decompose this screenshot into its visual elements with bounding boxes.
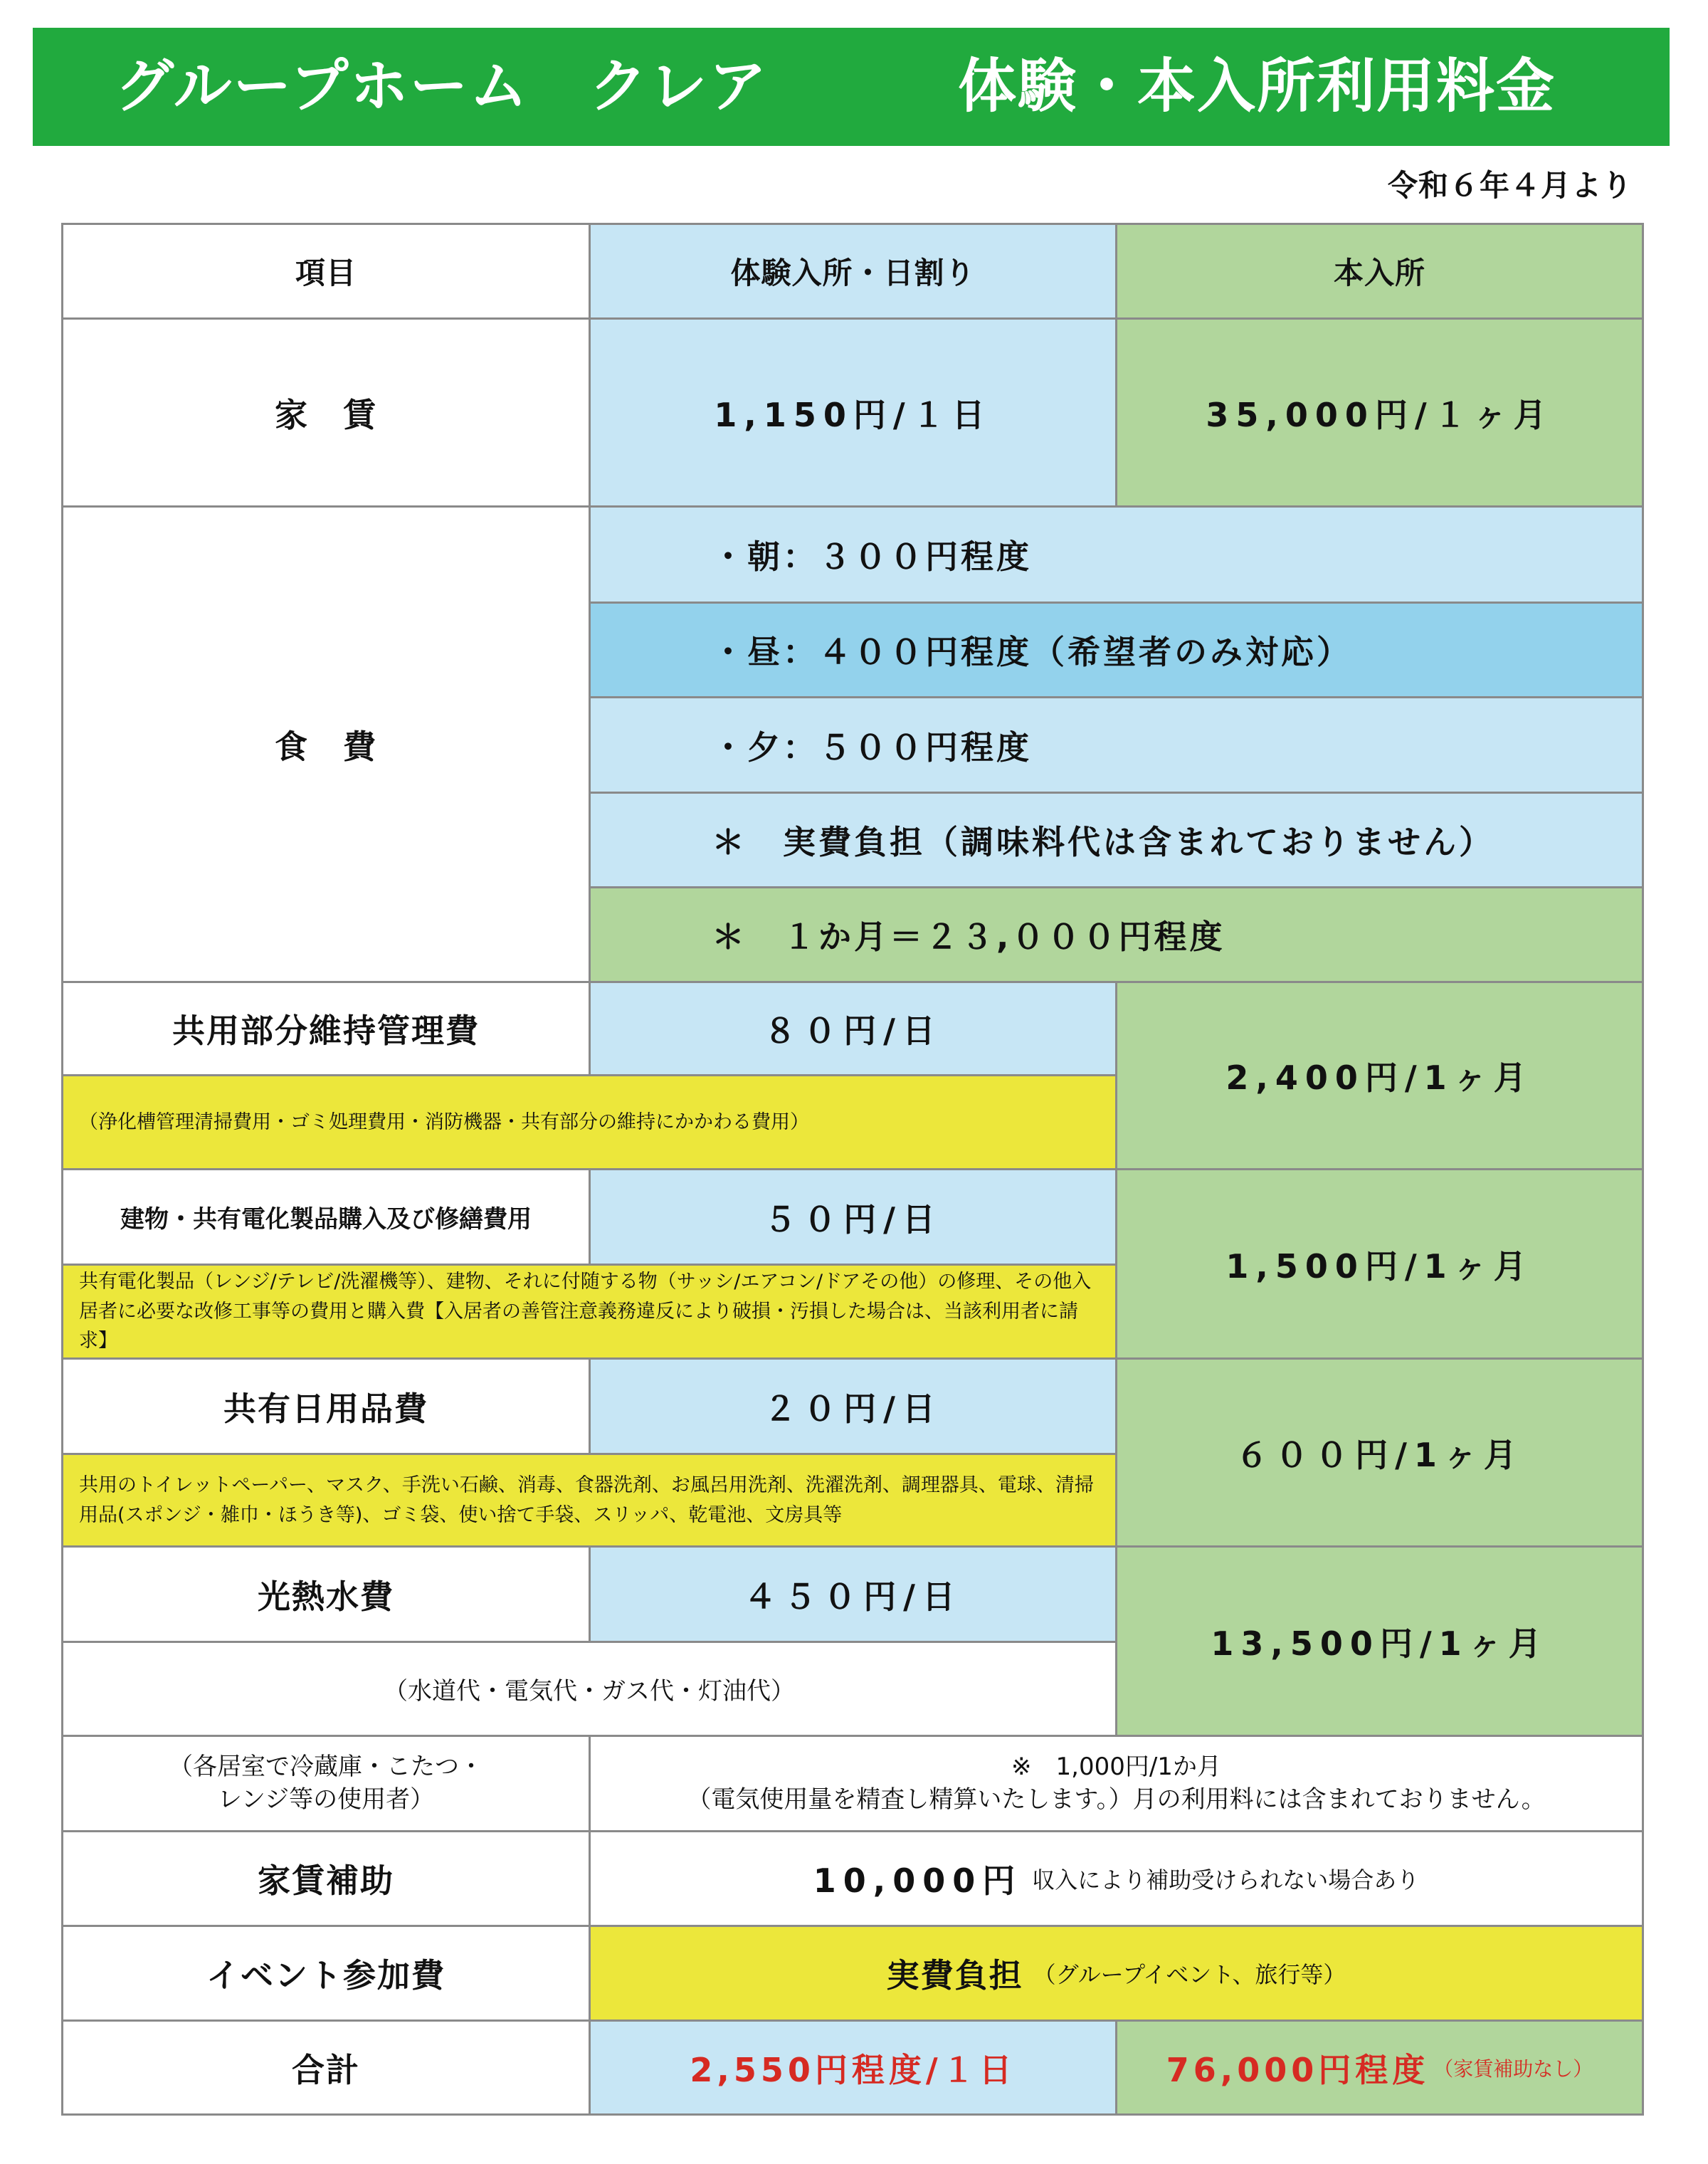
rent-trial (589, 317, 1117, 508)
total-label (61, 2019, 591, 2116)
event-fee-value-text: 実費負担 (886, 1956, 1023, 1995)
common-maintenance-note (61, 1074, 1117, 1170)
food-label-text: 食 費 (275, 727, 377, 766)
building-repair-label (61, 1168, 591, 1266)
total-full-value: 76,000円程度 (1166, 2050, 1430, 2089)
utilities-note-text: （水道代・電気代・ガス代・灯油代） (384, 1677, 795, 1706)
utilities-label-text: 光熱水費 (258, 1577, 394, 1616)
utilities-full-value: 13,500円/1ヶ月 (1211, 1624, 1549, 1663)
rent-subsidy-note: 収入により補助受けられない場合あり (1032, 1866, 1420, 1894)
food-lunch (589, 602, 1644, 698)
appliance-users-label-line2: レンジ等の使用者） (217, 1785, 435, 1814)
title-banner (33, 28, 1670, 146)
food-breakfast (589, 505, 1644, 604)
dinner-text: ・夕：５００円程度 (712, 728, 1032, 767)
food-actual-cost (589, 792, 1644, 888)
building-repair-note (61, 1264, 1117, 1360)
utilities-trial (589, 1545, 1117, 1643)
common-maintenance-label-text: 共用部分維持管理費 (172, 1012, 480, 1050)
building-repair-trial (589, 1168, 1117, 1266)
monthly-food-text: ＊ １か月＝２３,０００円程度 (712, 918, 1225, 956)
column-header-trial (589, 223, 1117, 320)
daily-goods-label-text: 共有日用品費 (223, 1389, 428, 1428)
food-dinner (589, 696, 1644, 794)
facility-name: グループホーム クレア (115, 53, 769, 120)
common-maintenance-full (1115, 981, 1644, 1170)
total-label-text: 合計 (292, 2050, 360, 2089)
daily-goods-trial-value: ２０円/日 (764, 1389, 942, 1428)
actual-cost-text: ＊ 実費負担（調味料代は含まれておりません） (712, 823, 1494, 861)
column-header-full (1115, 223, 1644, 320)
appliance-users-label (61, 1735, 591, 1832)
rent-subsidy-amount: 10,000円 (813, 1861, 1023, 1900)
rent-subsidy-label (61, 1830, 591, 1927)
building-repair-full (1115, 1168, 1644, 1360)
common-maintenance-trial-value: ８０円/日 (764, 1012, 942, 1050)
daily-goods-full-value: ６００円/1ヶ月 (1235, 1435, 1524, 1474)
food-monthly (589, 886, 1644, 983)
rent-label-text: 家 賃 (275, 395, 377, 434)
column-header-label: 本入所 (1333, 256, 1425, 290)
utilities-trial-value: ４５０円/日 (744, 1577, 962, 1616)
breakfast-text: ・朝：３００円程度 (712, 537, 1032, 576)
appliance-users-value (589, 1735, 1644, 1832)
building-repair-note-text: 共有電化製品（レンジ/テレビ/洗濯機等）、建物、それに付随する物（サッシ/エアコン/ドアその他）の修理、その他入居者に必要な改修工事等の費用と購入費【入居者の善管注意義務違反により破損・汚損した場合は、当該利用者に請求】 (79, 1270, 1092, 1352)
utilities-note (61, 1641, 1117, 1737)
daily-goods-trial (589, 1357, 1117, 1455)
total-full-note: （家賃補助なし） (1433, 2057, 1593, 2081)
daily-goods-note (61, 1453, 1117, 1548)
column-header-label: 項目 (295, 256, 357, 290)
total-trial-value: 2,550円程度/１日 (690, 2050, 1016, 2089)
appliance-users-label-line1: （各居室で冷蔵庫・こたつ・ (169, 1752, 483, 1781)
daily-goods-full (1115, 1357, 1644, 1548)
rent-full-value: 35,000円/１ヶ月 (1206, 395, 1554, 434)
rent-trial-value: 1,150円/１日 (714, 395, 992, 434)
utilities-label (61, 1545, 591, 1643)
rent-subsidy-label-text: 家賃補助 (258, 1861, 394, 1900)
lunch-text: ・昼：４００円程度（希望者のみ対応） (712, 633, 1352, 671)
rent-label (61, 317, 591, 508)
event-fee-note: （グループイベント、旅行等） (1033, 1961, 1346, 1988)
column-header-item (61, 223, 591, 320)
building-repair-trial-value: ５０円/日 (764, 1199, 942, 1239)
event-fee-value (589, 1925, 1644, 2022)
total-full (1115, 2019, 1644, 2116)
common-maintenance-full-value: 2,400円/1ヶ月 (1225, 1059, 1534, 1097)
building-repair-full-value: 1,500円/1ヶ月 (1225, 1246, 1534, 1286)
total-trial (589, 2019, 1117, 2116)
common-maintenance-label (61, 981, 591, 1076)
common-maintenance-trial (589, 981, 1117, 1076)
daily-goods-label (61, 1357, 591, 1455)
rent-subsidy-value (589, 1830, 1644, 1927)
column-header-label: 体験入所・日割り (730, 256, 976, 290)
appliance-users-value-line1: ※ 1,000円/1か月 (1011, 1752, 1221, 1781)
daily-goods-note-text: 共用のトイレットペーパー、マスク、手洗い石鹸、消毒、食器洗剤、お風呂用洗剤、洗濯洗剤、調理器具、電球、清掃用品(スポンジ・雑巾・ほうき等)、ゴミ袋、使い捨て手袋、スリッパ、乾電池、文房具等 (79, 1474, 1094, 1526)
utilities-full (1115, 1545, 1644, 1737)
event-fee-label (61, 1925, 591, 2022)
event-fee-label-text: イベント参加費 (206, 1956, 446, 1995)
effective-date: 令和６年４月より (1387, 168, 1633, 203)
page-title: 体験・本入所利用料金 (958, 53, 1556, 120)
building-repair-label-text: 建物・共有電化製品購入及び修繕費用 (120, 1205, 532, 1234)
appliance-users-value-line2: （電気使用量を精査し精算いたします。）月の利用料には含まれておりません。 (687, 1785, 1546, 1814)
food-label (61, 505, 591, 983)
rent-full (1115, 317, 1644, 508)
common-maintenance-note-text: （浄化槽管理清掃費用・ゴミ処理費用・消防機器・共有部分の維持にかかわる費用） (79, 1110, 809, 1133)
